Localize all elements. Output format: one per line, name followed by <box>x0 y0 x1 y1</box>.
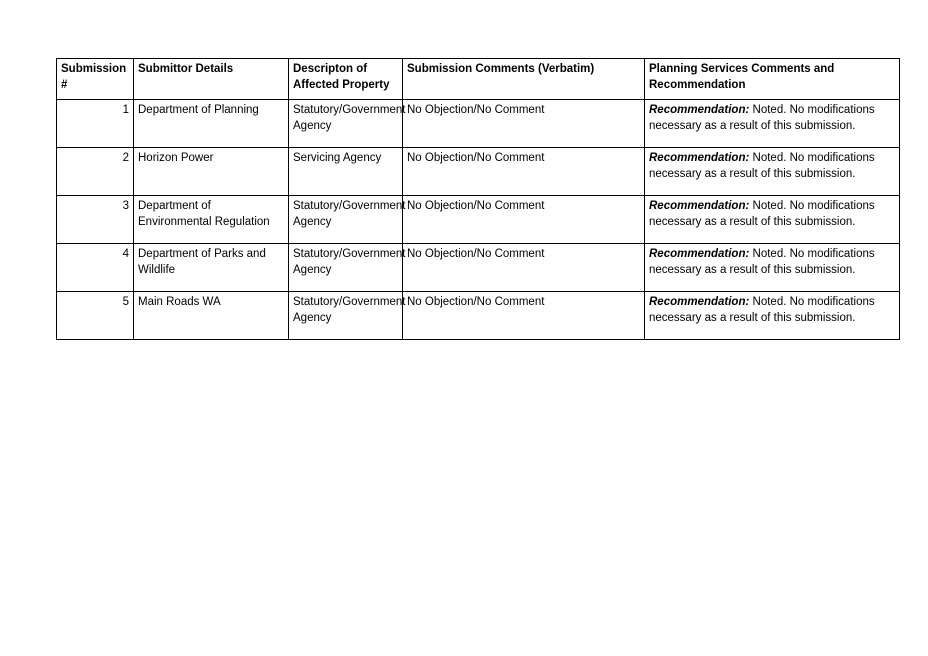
recommendation-text: Noted. No modifications necessary as a result of this submission. <box>649 104 875 132</box>
cell-submittor-details: Main Roads WA <box>134 292 289 340</box>
column-header-planning-comments-line1: Planning Services Comments and <box>649 63 835 75</box>
cell-submittor-details: Department of Parks and Wildlife <box>134 244 289 292</box>
cell-submission-comments: No Objection/No Comment <box>403 244 645 292</box>
cell-submittor-details: Horizon Power <box>134 148 289 196</box>
table-header <box>57 59 900 100</box>
cell-description-affected-property: Statutory/Government Agency <box>289 196 403 244</box>
cell-submission-number: 1 <box>57 100 134 148</box>
recommendation-label: Recommendation: <box>649 248 750 260</box>
column-header-submittor-details-label: Submittor Details <box>138 63 234 75</box>
recommendation-label: Recommendation: <box>649 200 750 212</box>
cell-planning-recommendation <box>645 148 900 196</box>
submissions-table <box>56 58 900 340</box>
column-header-planning-comments <box>645 59 900 100</box>
cell-description-affected-property: Statutory/Government Agency <box>289 244 403 292</box>
column-header-description-line2: Affected Property <box>293 78 390 91</box>
column-header-submission-comments-label: Submission Comments (Verbatim) <box>407 63 595 75</box>
cell-submittor-details: Department of Environmental Regulation <box>134 196 289 244</box>
cell-submission-comments: No Objection/No Comment <box>403 148 645 196</box>
cell-submission-number: 4 <box>57 244 134 292</box>
recommendation-text: Noted. No modifications necessary as a result of this submission. <box>649 200 875 228</box>
cell-submission-number: 3 <box>57 196 134 244</box>
cell-submission-number: 2 <box>57 148 134 196</box>
recommendation-text: Noted. No modifications necessary as a result of this submission. <box>649 152 875 180</box>
cell-planning-recommendation <box>645 100 900 148</box>
cell-submittor-details: Department of Planning <box>134 100 289 148</box>
column-header-planning-comments-line2: Recommendation <box>649 78 746 91</box>
table-row <box>57 244 900 292</box>
column-header-submittor-details <box>134 59 289 100</box>
cell-planning-recommendation <box>645 196 900 244</box>
recommendation-label: Recommendation: <box>649 104 750 116</box>
cell-description-affected-property: Statutory/Government Agency <box>289 292 403 340</box>
table-row <box>57 148 900 196</box>
recommendation-label: Recommendation: <box>649 152 750 164</box>
column-header-submission-number-line2: # <box>61 78 68 91</box>
cell-submission-comments: No Objection/No Comment <box>403 100 645 148</box>
cell-description-affected-property: Servicing Agency <box>289 148 403 196</box>
table-header-row <box>57 59 900 100</box>
column-header-submission-number <box>57 59 134 100</box>
column-header-description <box>289 59 403 100</box>
column-header-description-line1: Descripton of <box>293 63 368 75</box>
column-header-submission-number-line1: Submission <box>61 63 127 75</box>
cell-submission-comments: No Objection/No Comment <box>403 196 645 244</box>
cell-planning-recommendation <box>645 292 900 340</box>
cell-description-affected-property: Statutory/Government Agency <box>289 100 403 148</box>
cell-planning-recommendation <box>645 244 900 292</box>
table-body <box>57 100 900 340</box>
table-row <box>57 100 900 148</box>
cell-submission-comments: No Objection/No Comment <box>403 292 645 340</box>
column-header-submission-comments <box>403 59 645 100</box>
table-row <box>57 196 900 244</box>
cell-submission-number: 5 <box>57 292 134 340</box>
table-row <box>57 292 900 340</box>
recommendation-label: Recommendation: <box>649 296 750 308</box>
recommendation-text: Noted. No modifications necessary as a result of this submission. <box>649 296 875 324</box>
recommendation-text: Noted. No modifications necessary as a result of this submission. <box>649 248 875 276</box>
